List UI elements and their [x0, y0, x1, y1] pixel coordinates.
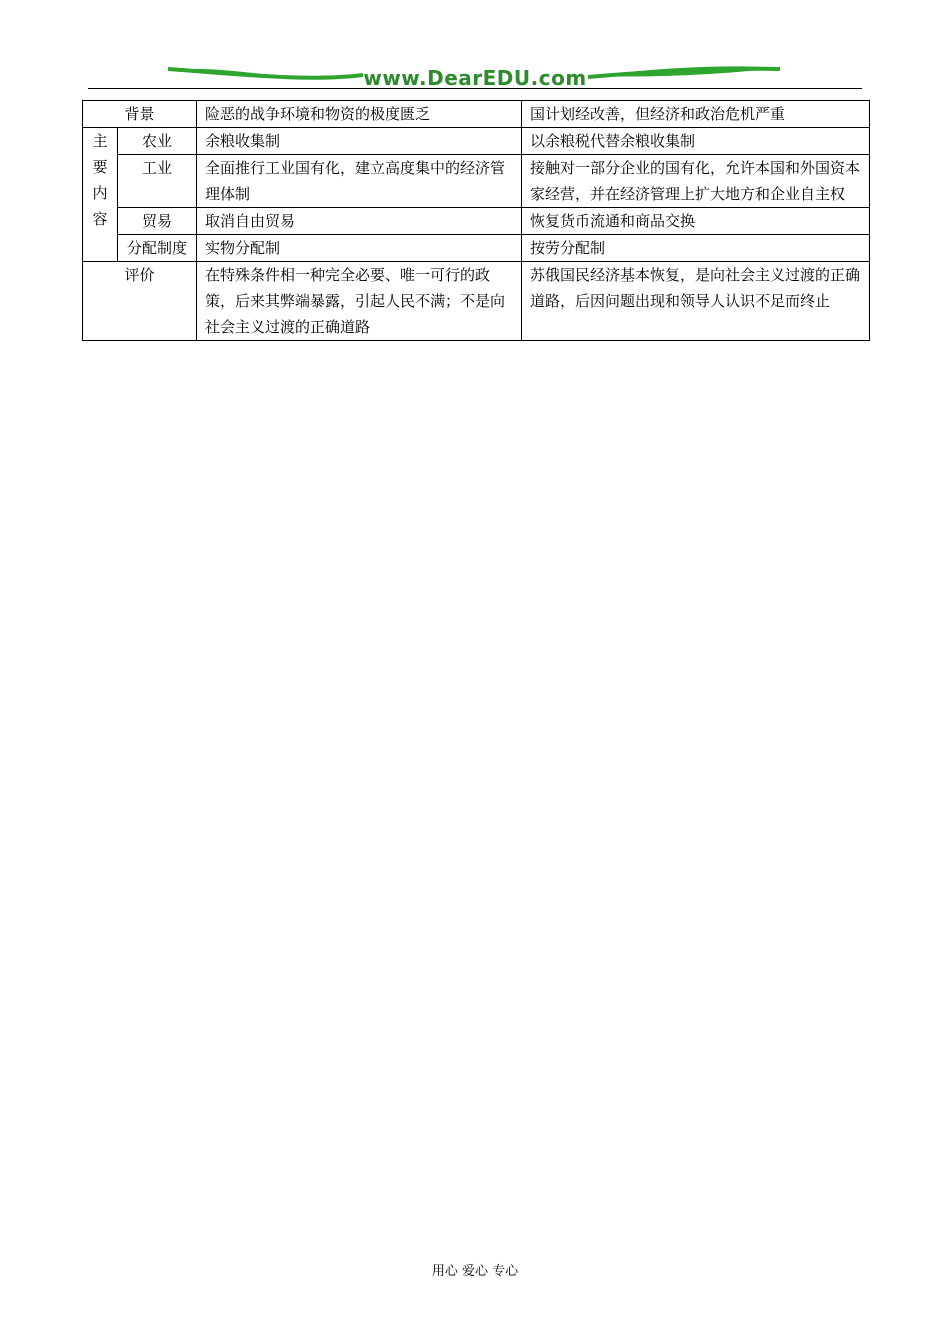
evaluation-right-cell: 苏俄国民经济基本恢复，是向社会主义过渡的正确道路，后因问题出现和领导人认识不足而终止 [522, 262, 870, 341]
row-label: 农业 [118, 128, 197, 155]
header-divider [88, 88, 862, 89]
table-row [83, 208, 870, 235]
row-label-background: 背景 [83, 101, 197, 128]
row-label: 工业 [118, 155, 197, 208]
left-cell: 余粮收集制 [197, 128, 522, 155]
left-cell: 取消自由贸易 [197, 208, 522, 235]
left-cell: 实物分配制 [197, 235, 522, 262]
page-footer: 用心 爱心 专心 [431, 1264, 519, 1279]
right-cell: 接触对一部分企业的国有化，允许本国和外国资本家经营，并在经济管理上扩大地方和企业自主权 [522, 155, 870, 208]
table-row-background [83, 101, 870, 128]
right-cell: 按劳分配制 [522, 235, 870, 262]
right-cell: 以余粮税代替余粮收集制 [522, 128, 870, 155]
background-right-cell: 国计划经改善，但经济和政治危机严重 [522, 101, 870, 128]
site-logo-text: www.DearEDU.com [363, 66, 587, 90]
main-content-label: 主要内容 [83, 128, 118, 262]
policy-comparison-table [82, 100, 870, 341]
row-label-evaluation: 评价 [83, 262, 197, 341]
background-left-cell: 险恶的战争环境和物资的极度匮乏 [197, 101, 522, 128]
left-cell: 全面推行工业国有化，建立高度集中的经济管理体制 [197, 155, 522, 208]
table-row [83, 155, 870, 208]
row-label: 分配制度 [118, 235, 197, 262]
table-row-evaluation [83, 262, 870, 341]
right-cell: 恢复货币流通和商品交换 [522, 208, 870, 235]
row-label: 贸易 [118, 208, 197, 235]
table-row [83, 235, 870, 262]
evaluation-left-cell: 在特殊条件相一种完全必要、唯一可行的政策，后来其弊端暴露，引起人民不满；不是向社会主义过渡的正确道路 [197, 262, 522, 341]
table-row [83, 128, 870, 155]
